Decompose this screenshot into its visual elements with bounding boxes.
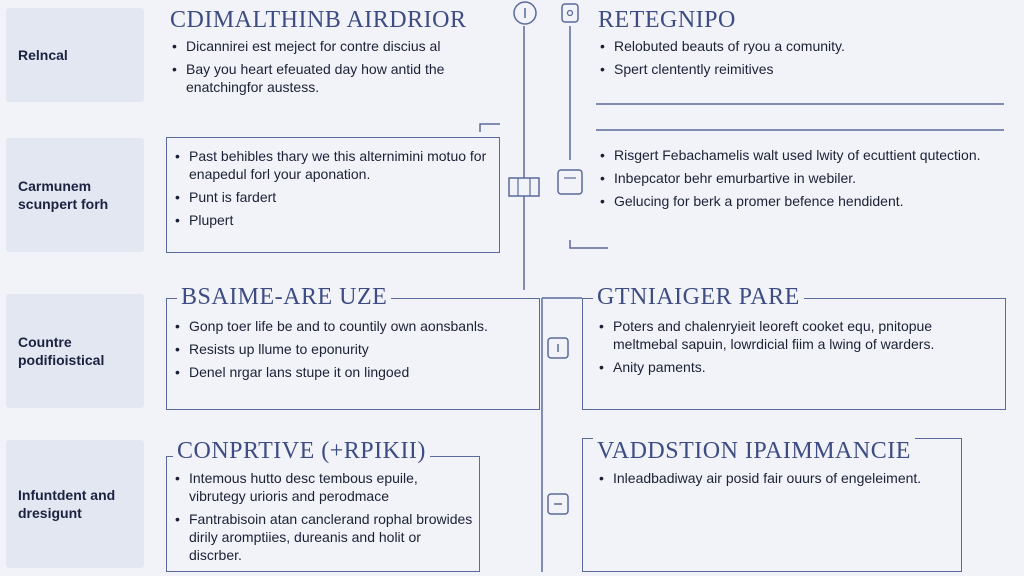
- list-item: • Bay you heart efeuated day how antid the enatchingfor austess.: [172, 60, 502, 96]
- list-item: • Poters and chalenryieit leoreft cooket equ, pnitopue meltmebal sapuin, lowrdicial fiim a lwing of warders.: [599, 317, 999, 353]
- list-item: • Intemous hutto desc tembous epuile, vibrutegy urioris and perodmace: [175, 469, 475, 505]
- bullet-list: [599, 317, 999, 381]
- bullet-list: [175, 147, 491, 234]
- sidebar-label: Infuntdent and dresigunt: [18, 487, 116, 521]
- list-item: • Resists up llume to eponurity: [175, 340, 531, 358]
- bullet-list: [600, 146, 1000, 215]
- panel-title: CDIMALTHINB AIRDRIOR: [170, 7, 467, 33]
- panel-top-left: [166, 4, 506, 104]
- list-item: • Dicannirei est meject for contre discius al: [172, 37, 502, 55]
- sidebar-item-2: [6, 138, 144, 252]
- list-item: • Inleadbadiway air posid fair ouurs of engeleiment.: [599, 469, 955, 487]
- list-item: • Denel nrgar lans stupe it on lingoed: [175, 363, 531, 381]
- lock-node-icon: [558, 0, 582, 26]
- list-item: • Punt is fardert: [175, 188, 491, 206]
- sidebar-item-1: [6, 8, 144, 102]
- bullet-list: [599, 469, 955, 492]
- bullet-list: [172, 37, 502, 101]
- list-item: • Spert clentently reimitives: [600, 60, 1000, 78]
- list-item: • Anity paments.: [599, 358, 999, 376]
- shield-node-icon: [544, 488, 572, 518]
- bullet-list: [600, 37, 1000, 83]
- panel-mid-left: [166, 137, 500, 253]
- panel-title: RETEGNIPO: [598, 7, 736, 33]
- panel-title: CONPRTIVE (+RPIKII): [173, 437, 430, 465]
- list-item: • Fantrabisoin atan canclerand rophal browides dirily aromptiies, dureanis and holit or discrber.: [175, 510, 475, 564]
- panel-lower-right: [582, 284, 1006, 410]
- list-item: • Inbepcator behr emurbartive in webiler.: [600, 169, 1000, 187]
- server-node-icon: [506, 174, 542, 200]
- list-item: • Risgert Febachamelis walt used lwity of ecuttient qutection.: [600, 146, 1000, 164]
- database-node-icon: [554, 166, 586, 198]
- sidebar-label: Relncal: [18, 47, 68, 63]
- sidebar-label: Carmunem scunpert forh: [18, 178, 109, 212]
- panel-mid-right: [596, 140, 1006, 256]
- list-item: • Plupert: [175, 211, 491, 229]
- list-item: • Relobuted beauts of ryou a comunity.: [600, 37, 1000, 55]
- list-item: • Gelucing for berk a promer befence hendident.: [600, 192, 1000, 210]
- list-item: • Past behibles thary we this alternimini motuo for enapedul forl your aponation.: [175, 147, 491, 183]
- panel-title: VADDSTION IPAIMMANCIE: [593, 437, 915, 465]
- bullet-list: [175, 469, 475, 569]
- bullet-list: [175, 317, 531, 386]
- panel-bottom-left: [166, 438, 480, 572]
- panel-title: BSAIME-ARE UZE: [177, 283, 391, 311]
- panel-lower-left: [166, 284, 540, 410]
- panel-top-right: [596, 4, 1006, 94]
- panel-title: GTNIAIGER PARE: [593, 283, 804, 311]
- list-item: • Gonp toer life be and to countily own aonsbanls.: [175, 317, 531, 335]
- sidebar-item-4: [6, 440, 144, 568]
- sidebar-label: Countre podifioistical: [18, 334, 105, 368]
- gateway-node-icon: [544, 332, 572, 362]
- left-hook: [480, 124, 500, 132]
- info-node-icon: [511, 0, 539, 26]
- sidebar-item-3: [6, 294, 144, 408]
- panel-bottom-right: [582, 438, 962, 572]
